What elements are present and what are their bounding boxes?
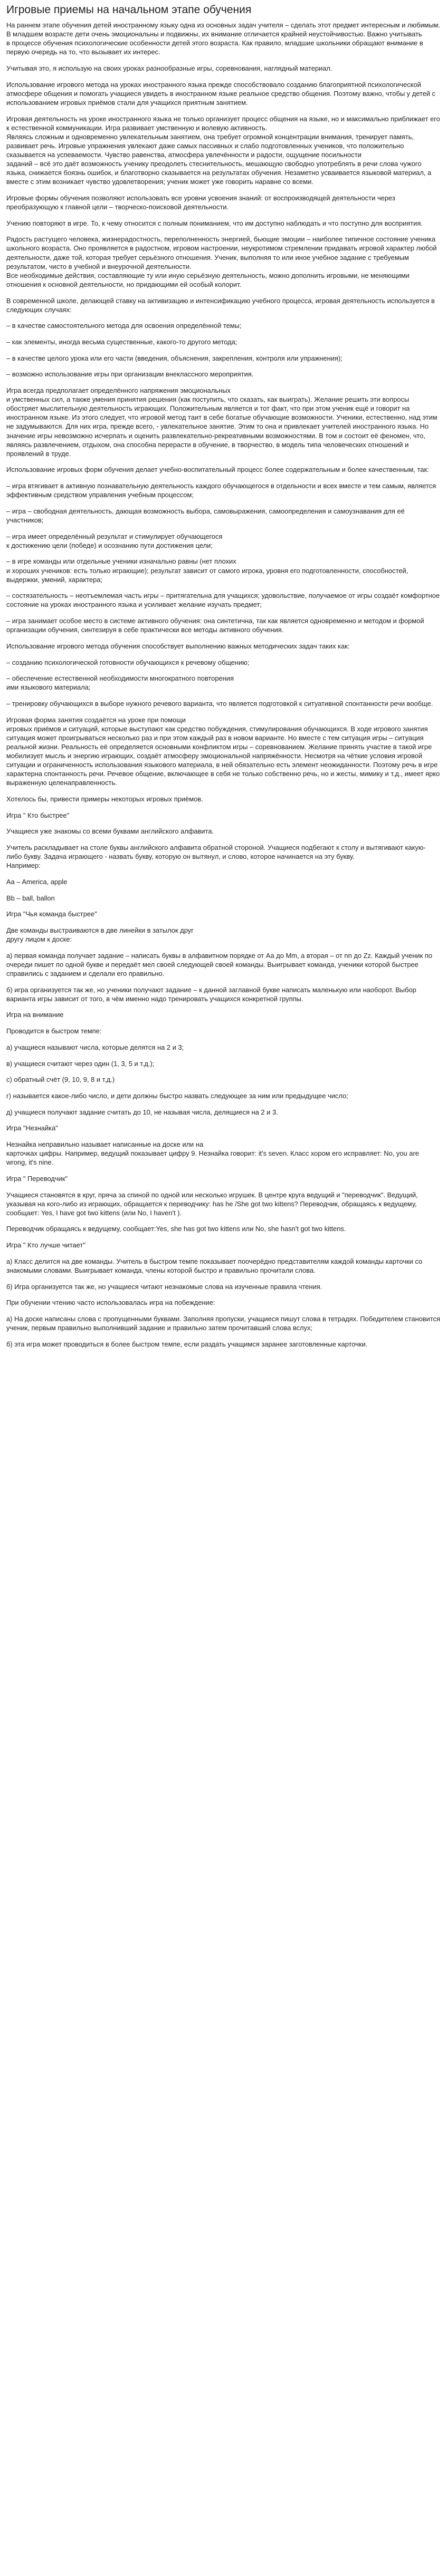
page-title: Игровые приемы на начальном этапе обучения	[6, 4, 252, 16]
article-paragraph: б) игра организуется так же, но ученики получают задание – к данной заглавной букве написать маленькую или наоборот. Выбор варианта игры зависит от того, в чём именно надо тренировать учащихся конкретной группы.	[6, 985, 416, 1003]
article-paragraph: – как элементы, иногда весьма существенные, какого-то другого метода;	[6, 337, 237, 346]
article-paragraph: – игра имеет определённый результат и стимулирует обучающегося к достижению цели (победе) и осознанию пути достижения цели;	[6, 532, 223, 549]
article-paragraph: – в игре команды или отдельные ученики изначально равны (нет плохих и хороших учеников: есть только играющие); результат зависит от самого игрока, уровня его подготовленности, способностей, выдержки, умений, характера;	[6, 557, 408, 584]
article-paragraph: – игра – свободная деятельность, дающая возможность выбора, самовыражения, самоопределения и самоузнавания для её участников;	[6, 507, 405, 524]
article-paragraph: Игра "Незнайка"	[6, 1124, 58, 1132]
article-paragraph: а) На доске написаны слова с пропущенными буквами. Заполняя пропуски, учащиеся пишут слова в тетрадях. Победителем становится ученик, первым правильно выполнивший задание и правильно затем прочитавший слова вслух;	[6, 1314, 441, 1332]
article-paragraph: Использование игрового метода на уроках иностранного языка прежде способствовало созданию благоприятной психологической атмосфере общения и помогать учащиеся увидеть в иностранном языке реальное средство общения. Поэтому важно, чтобы у детей с использованием игровых приёмов стали для учащихся приятным занятием.	[6, 80, 436, 106]
article-paragraph: Aa – America, apple	[6, 877, 68, 886]
article-paragraph: д) учащиеся получают задание считать до 10, не называя числа, делящиеся на 2 и 3.	[6, 1108, 278, 1116]
article-paragraph: Bb – ball, ballon	[6, 894, 55, 902]
article-paragraph: г) называется какое-либо число, и дети должны быстро назвать следующее за ним или предыдущее число;	[6, 1091, 348, 1100]
article-paragraph: Игровая деятельность на уроке иностранного языка не только организует процесс общения на языке, но и максимально приближает его к естественной коммуникации. Игра развивает умственную и волевую активность. Являясь сложным и одновременно увлекательным занятием, она требует огромной концентрации внимания, тренирует память, развивает речь. Игровые упражнения увлекают даже самых пассивных и слабо подготовленных учеников, что положительно сказывается на успеваемости. Чувство равенства, атмосфера увлечённости и радости, ощущение посильности заданий – всё это даёт возможность ученику преодолеть стеснительность, мешающую свободно употреблять в речи слова чужого языка, снижается боязнь ошибок, и благотворно сказывается на результатах обучения. Незаметно усваивается языковой материал, а вместе с этим возникает чувство удовлетворения; ученик может уже говорить наравне со всеми.	[6, 114, 440, 186]
article-paragraph: Игровая форма занятия создаётся на уроке при помощи игровых приёмов и ситуаций, которые выступают как средство побуждения, стимулирования обучающихся. В ходе игрового занятия ситуация может проигрываться несколько раз и при этом каждый раз в новом варианте. Но вместе с тем ситуация игры – ситуация реальной жизни. Реальность её определяется основными конфликтом игры – соревнованием. Желание принять участие в такой игре мобилизует мысль и энергию играющих, создаёт атмосферу эмоциональной напряжённости. Несмотря на чёткие условия игровой ситуации и ограниченность использования языкового материала, в ней обязательно есть элемент неожиданности. Поэтому речь в игре характерна спонтанность речи. Речевое общение, включающее в себя не только собственно речь, но и жесты, мимику и т.д., имеет ярко выраженную целенаправленность.	[6, 715, 440, 787]
article-paragraph: Использование игровых форм обучения делает учебно-воспитательный процесс более содержательным и более качественным, так:	[6, 466, 429, 474]
article-paragraph: Учащиеся становятся в круг, пряча за спиной по одной или несколько игрушек. В центре круга ведущий и "переводчик". Ведущий, указывая на кого-либо из играющих, обращается к переводчику: has he /She got two kittens? Переводчик, обращаясь к ведущему, сообщает: Yes, I have got two kittens (или No, I haven't ).	[6, 1190, 418, 1217]
article-body	[6, 21, 441, 1349]
article-paragraph: а) первая команда получает задание – написать буквы в алфавитном порядке от Аа до Mm, а вторая – от nn до Zz. Каждый ученик по очереди пишет по одной букве и передаёт мел своей следующей своей команды. Выигрывает команда, ученики которой быстрее справились с заданием и сделали его правильно.	[6, 951, 432, 977]
article-paragraph: – игра втягивает в активную познавательную деятельность каждого обучающегося в отдельности и всех вместе и тем самым, является эффективным средством управления учебным процессом;	[6, 482, 436, 499]
article-paragraph: – в качестве целого урока или его части (введения, объяснения, закрепления, контроля или упражнения);	[6, 354, 343, 362]
article-paragraph: Проводится в быстром темпе:	[6, 1027, 102, 1035]
article-paragraph: Игровые формы обучения позволяют использовать все уровни усвоения знаний: от воспроизводящей деятельности через преобразующую к главной цели – творческо-поисковой деятельности.	[6, 193, 395, 211]
article-paragraph: Игра " Кто лучше читает"	[6, 1241, 85, 1250]
article-paragraph: Переводчик обращаясь к ведущему, сообщает:Yes, she has got two kittens или No, she hasn't got two kittens.	[6, 1225, 346, 1233]
article-paragraph: Игра "Чья команда быстрее"	[6, 910, 97, 918]
article-paragraph: В современной школе, делающей ставку на активизацию и интенсификацию учебного процесса, игровая деятельность используется в следующих случаях:	[6, 296, 435, 314]
article-paragraph: Игра " Кто быстрее"	[6, 811, 70, 819]
article-paragraph: Учащиеся уже знакомы со всеми буквами английского алфавита.	[6, 827, 214, 836]
article-paragraph: На раннем этапе обучения детей иностранному языку одна из основных задач учителя – сделать этот предмет интересным и любимым. В младшем возрасте дети очень эмоциональны и подвижны, их внимание отличается крайней неустойчивостью. Важно учитывать в процессе обучения психологические особенности детей этого возраста. Как правило, младшие школьники обращают внимание в первую очередь на то, что вызывает их интерес.	[6, 21, 441, 56]
article-paragraph: Использование игрового метода обучения способствует выполнению важных методических задач таких как:	[6, 642, 350, 650]
article-paragraph: Игра " Переводчик"	[6, 1174, 68, 1183]
article-paragraph: – обеспечение естественной необходимости многократного повторения ими языкового материала;	[6, 674, 234, 692]
article-paragraph: – в качестве самостоятельного метода для освоения определённой темы;	[6, 322, 242, 330]
article-paragraph: Игра на внимание	[6, 1011, 64, 1019]
article-paragraph: Хотелось бы, привести примеры некоторых игровых приёмов.	[6, 795, 203, 803]
article-paragraph: Игра всегда предполагает определённого напряжения эмоциональных и умственных сил, а также умения принятия решения (как поступить, что сказать, как выиграть). Желание решить эти вопросы обостряет мыслительную деятельность играющих. Положительным является и тот факт, что при этом ученик ещё и говорит на иностранном языке. Из этого следует, что игровой метод таит в себе богатые обучающие возможности. Ученики, естественно, над этим не задумываются. Для них игра, прежде всего, - увлекательное занятие. Этим то она и привлекает учителей иностранного языка. Но значение игры невозможно исчерпать и оценить развлекательно-рекреативными возможностями. В том и состоит её феномен, что, являясь развлечением, отдыхом, она способна перерасти в обучение, в творчество, в модель типа человеческих отношений и проявлений в труде.	[6, 386, 438, 458]
article-paragraph: При обучении чтению часто использовалась игра на побеждение:	[6, 1299, 215, 1307]
article-paragraph: – игра занимает особое место в системе активного обучения: она синтетична, так как является одновременно и методом и формой организации обучения, синтезируя в себе практически все методы активного обучения.	[6, 617, 424, 634]
article-paragraph: – состязательность – неотъемлемая часть игры – притягательна для учащихся; удовольствие, получаемое от игры создаёт комфортное состояние на уроках иностранного языка и усиливает желание изучать предмет;	[6, 592, 440, 609]
article-paragraph: б) эта игра может проводиться в более быстром темпе, если раздать учащимся заранее заготовленные карточки.	[6, 1340, 368, 1348]
article-paragraph: Радость растущего человека, жизнерадостность, переполненность энергией, бьющие эмоции – наиболее типичное состояние ученика школьного возраста. Оно проявляется в радостном, игровом настроении, неукротимом стремлении придавать игровой характер любой деятельности, даже той, которая требует серьёзного отношения. Ученик, выполняя то или иное учебное задание с требуемым результатом, чисто в учебной и внеурочной деятельности. Все необходимые действия, составляющие ту или иную серьёзную деятельность, можно дополнить игровыми, не меняющими отношения к основной деятельности, но придающими ей особый колорит.	[6, 235, 437, 288]
article-paragraph: Две команды выстраиваются в две линейки в затылок друг другу лицом к доске:	[6, 926, 194, 944]
article-paragraph: Учению повторяют в игре. То, к чему относится с полным пониманием, что им доступно наблюдать и что поступно для восприятия.	[6, 219, 423, 227]
article-paragraph: – созданию психологической готовности обучающихся к речевому общению;	[6, 658, 250, 666]
article-paragraph: с) обратный счёт (9, 10, 9, 8 и т.д.)	[6, 1076, 115, 1084]
article-paragraph: Учитывая это, я использую на своих уроках разнообразные игры, соревнования, наглядный материал.	[6, 64, 332, 72]
article-paragraph: Учитель раскладывает на столе буквы английского алфавита обратной стороной. Учащиеся подбегают к столу и вытягивают какую-либо букву. Задача играющего - назвать букву, которую он вытянул, и слово, которое начинается на эту букву. Например:	[6, 844, 426, 870]
article-paragraph: в) учащиеся считают через один (1, 3, 5 и т.д.);	[6, 1059, 155, 1068]
article-paragraph: – тренировку обучающихся в выборе нужного речевого варианта, что является подготовкой к ситуативной спонтанности речи вообще.	[6, 700, 433, 708]
article-paragraph: Незнайка неправильно называет написанные на доске или на карточках цифры. Например, ведущий показывает цифру 9. Незнайка говорит: it's seven. Класс хором его исправляет: No, you are wrong, it's nine.	[6, 1140, 419, 1167]
article-paragraph: а) Класс делится на две команды. Учитель в быстром темпе показывает поочерёдно представителям каждой команды карточки со знакомыми словами. Выигрывает команда, члены которой быстро и правильно прочитали слова.	[6, 1257, 423, 1274]
article-paragraph: а) учащиеся называют числа, которые делятся на 2 и 3;	[6, 1043, 184, 1051]
article-paragraph: – возможно использование игры при организации внеклассного мероприятия.	[6, 370, 254, 379]
article-paragraph: б) Игра организуется так же, но учащиеся читают незнакомые слова на изученные правила чтения.	[6, 1282, 322, 1291]
